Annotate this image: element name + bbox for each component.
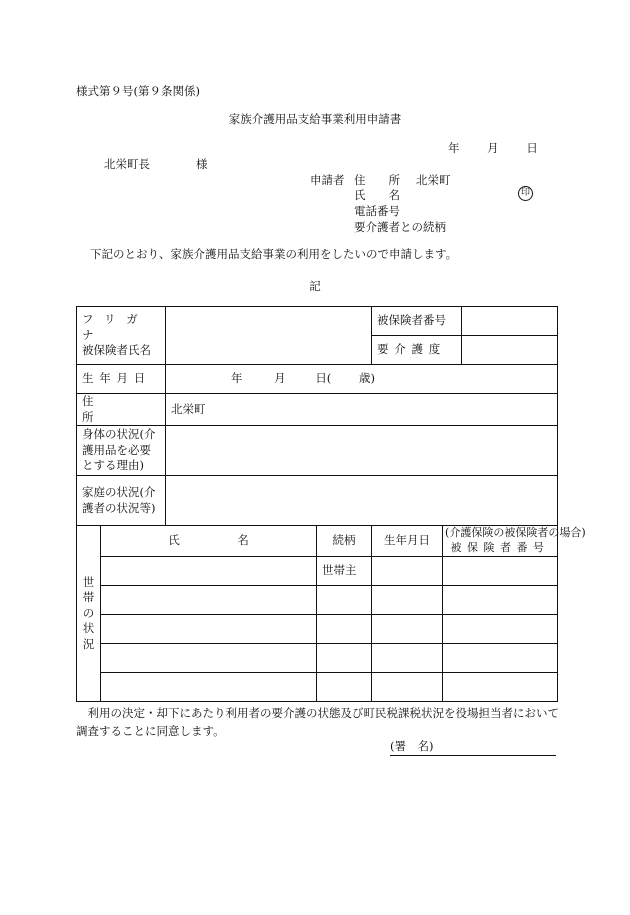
family-condition-label: 家庭の状況(介護者の状況等)	[77, 476, 166, 526]
date-day: 日	[526, 141, 538, 155]
address-value: 北栄町	[171, 401, 206, 416]
birthdate-field[interactable]	[166, 365, 558, 394]
physical-condition-field[interactable]	[166, 426, 558, 476]
intro-text: 下記のとおり、家族介護用品支給事業の利用をしたいので申請します。	[90, 247, 458, 261]
household-insured-field[interactable]	[443, 557, 558, 586]
application-date	[448, 143, 538, 155]
care-level-field[interactable]	[462, 336, 558, 365]
household-row	[77, 586, 558, 615]
household-birthdate-header: 生年月日	[372, 526, 443, 557]
birthdate-label: 生年月日	[77, 365, 166, 394]
name-label-cell	[77, 307, 166, 365]
ki-heading: 記	[309, 279, 321, 293]
insured-number-field[interactable]	[462, 307, 558, 336]
household-relation-field[interactable]	[317, 673, 372, 702]
seal-mark: 印	[518, 186, 533, 201]
household-birthdate-field[interactable]	[372, 557, 443, 586]
applicant-block	[310, 175, 550, 235]
household-birthdate-field[interactable]	[372, 644, 443, 673]
honorific: 様	[196, 157, 208, 171]
applicant-address-value: 北栄町	[416, 173, 451, 187]
birthdate-month: 月	[274, 371, 286, 386]
physical-condition-label: 身体の状況(介護用品を必要とする理由)	[77, 426, 166, 476]
household-insured-field[interactable]	[443, 644, 558, 673]
household-name-field[interactable]	[101, 557, 317, 586]
household-row	[77, 644, 558, 673]
birthdate-day: 日(	[315, 371, 332, 386]
household-relation-header: 続柄	[317, 526, 372, 557]
household-insured-field[interactable]	[443, 673, 558, 702]
household-name-header: 氏 名	[101, 526, 317, 557]
applicant-name-label: 氏 名	[354, 188, 400, 202]
addressee-name: 北栄町長	[104, 157, 150, 171]
household-name-field[interactable]	[101, 586, 317, 615]
applicant-address-label: 住 所	[354, 173, 400, 187]
household-birthdate-field[interactable]	[372, 586, 443, 615]
household-row	[77, 673, 558, 702]
household-name-field[interactable]	[101, 644, 317, 673]
document-title: 家族介護用品支給事業利用申請書	[228, 112, 402, 126]
date-month: 月	[487, 141, 499, 155]
insured-number-label: 被保険者番号	[372, 307, 462, 336]
household-birthdate-field[interactable]	[372, 673, 443, 702]
household-name-field[interactable]	[101, 615, 317, 644]
applicant-phone-label: 電話番号	[354, 204, 400, 218]
insured-name-field[interactable]	[166, 307, 372, 365]
household-relation-field[interactable]	[317, 644, 372, 673]
insured-name-label: 被保険者氏名	[82, 343, 151, 358]
birthdate-year: 年	[231, 371, 243, 386]
address-field[interactable]	[166, 394, 558, 426]
addressee	[104, 159, 208, 171]
household-insured-field[interactable]	[443, 615, 558, 644]
form-number: 様式第９号(第９条関係)	[76, 84, 200, 98]
family-condition-field[interactable]	[166, 476, 558, 526]
applicant-relation-label: 要介護者との続柄	[354, 220, 446, 234]
household-relation-field[interactable]: 世帯主	[317, 557, 372, 586]
household-insured-header: (介護保険の被保険者の場合) 被保険者番号	[443, 526, 558, 557]
signature-label: (署 名)	[390, 739, 434, 753]
household-insured-field[interactable]	[443, 586, 558, 615]
household-name-field[interactable]	[101, 673, 317, 702]
birthdate-age: 歳)	[358, 371, 375, 386]
household-birthdate-field[interactable]	[372, 615, 443, 644]
household-row	[77, 615, 558, 644]
household-relation-field[interactable]	[317, 615, 372, 644]
application-table	[76, 306, 586, 702]
furigana-label: フリガナ	[82, 312, 149, 342]
consent-statement: 利用の決定・却下にあたり利用者の要介護の状態及び町民税課税状況を役場担当者において調査することに同意します。	[76, 706, 559, 738]
applicant-label: 申請者	[310, 173, 345, 187]
date-year: 年	[448, 141, 460, 155]
household-row	[77, 557, 558, 586]
household-relation-field[interactable]	[317, 586, 372, 615]
care-level-label: 要介護度	[372, 336, 462, 365]
signature-line[interactable]	[390, 741, 556, 756]
household-label: 世 帯 の 状 況	[77, 526, 101, 702]
address-label: 住所	[77, 394, 166, 426]
